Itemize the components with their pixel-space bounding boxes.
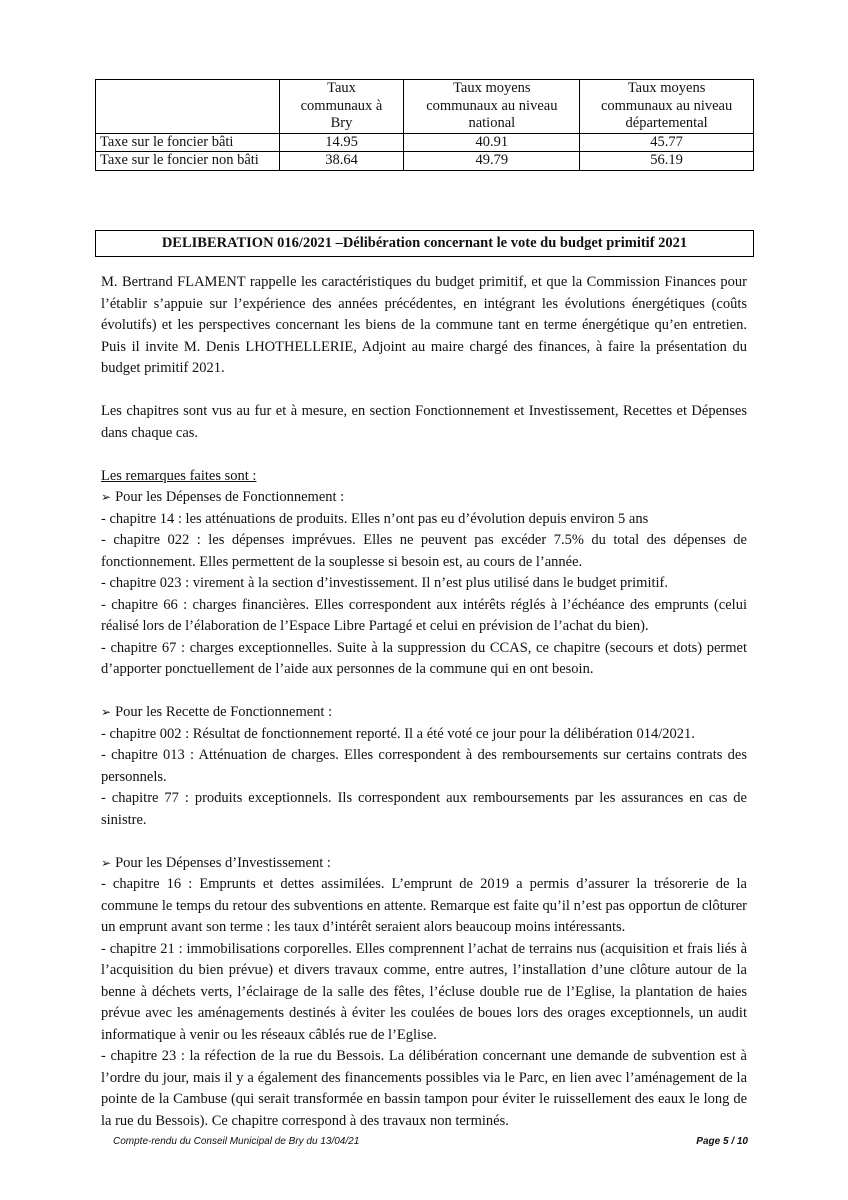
- table-cell: 56.19: [580, 152, 754, 171]
- list-item: - chapitre 66 : charges financières. Elles correspondent aux intérêts réglés à l’échéance des emprunts (celui réalisé lors de l’élaboration de l’Espace Libre Partagé et celui en prévision de l’achat du bien).: [101, 596, 747, 634]
- table-cell-label: Taxe sur le foncier non bâti: [96, 152, 280, 171]
- arrow-bullet-icon: ➢: [101, 855, 112, 870]
- document-body: [101, 272, 747, 1132]
- list-item: - chapitre 013 : Atténuation de charges. Elles correspondent à des remboursements sur certains contrats des personnels.: [101, 747, 747, 785]
- deliberation-title: DELIBERATION 016/2021 –Délibération concernant le vote du budget primitif 2021: [95, 230, 754, 257]
- chapitres-paragraph: Les chapitres sont vus au fur et à mesure, en section Fonctionnement et Investissement, Recettes et Dépenses dans chaque cas.: [101, 403, 747, 441]
- list-item: - chapitre 67 : charges exceptionnelles. Suite à la suppression du CCAS, ce chapitre (secours et dots) permet d’apporter ponctuellement de l’aide aux personnes de la commune qui en ont besoin.: [101, 639, 747, 677]
- section-heading: ➢ Pour les Dépenses d’Investissement :: [101, 854, 331, 871]
- table-cell-label: Taxe sur le foncier bâti: [96, 133, 280, 152]
- table-header-cell: Taux moyens communaux au niveau national: [404, 80, 580, 134]
- table-row: [96, 133, 754, 152]
- table-cell: 14.95: [279, 133, 404, 152]
- table-cell: 40.91: [404, 133, 580, 152]
- list-item: - chapitre 023 : virement à la section d’investissement. Il n’est plus utilisé dans le budget primitif.: [101, 575, 668, 591]
- intro-paragraph: M. Bertrand FLAMENT rappelle les caractéristiques du budget primitif, et que la Commission Finances pour l’établir s’appuie sur l’expérience des années précédentes, en intégrant les évolutions énergétiques (coûts évolutifs) et les perspectives concernant les biens de la commune tant en terme énergétique qu’en entretien. Puis il invite M. Denis LHOTHELLERIE, Adjoint au maire chargé des finances, à faire la présentation du budget primitif 2021.: [101, 274, 747, 376]
- list-item: - chapitre 022 : les dépenses imprévues. Elles ne peuvent pas excéder 7.5% du total des dépenses de fonctionnement. Elles permettent de la souplesse si besoin est, au cours de l’année.: [101, 532, 747, 570]
- table-header-cell: Taux communaux à Bry: [279, 80, 404, 134]
- table-cell: 49.79: [404, 152, 580, 171]
- list-item: - chapitre 16 : Emprunts et dettes assimilées. L’emprunt de 2019 a permis d’assurer la trésorerie de la commune le temps du retour des subventions en attente. Remarque est faite qu’il n’est pas opportun de clôturer un emprunt avant son terme : les taux d’intérêt seraient alors beaucoup moins intéressants.: [101, 876, 747, 935]
- table-header-cell: [96, 80, 280, 134]
- list-item: - chapitre 14 : les atténuations de produits. Elles n’ont pas eu d’évolution depuis environ 5 ans: [101, 510, 649, 527]
- table-header-cell: Taux moyens communaux au niveau départemental: [580, 80, 754, 134]
- remarques-heading: Les remarques faites sont :: [101, 467, 257, 484]
- arrow-bullet-icon: ➢: [101, 705, 112, 719]
- section-heading: ➢ Pour les Recette de Fonctionnement :: [101, 704, 333, 720]
- list-item: - chapitre 002 : Résultat de fonctionnement reporté. Il a été voté ce jour pour la délibération 014/2021.: [101, 725, 695, 742]
- page-number: Page 5 / 10: [696, 1136, 748, 1147]
- table-header-row: [96, 80, 754, 134]
- table-row: [96, 152, 754, 171]
- tax-rates-table: [95, 79, 754, 171]
- arrow-bullet-icon: ➢: [101, 490, 112, 504]
- list-item: - chapitre 23 : la réfection de la rue du Bessois. La délibération concernant une demande de subvention est à l’ordre du jour, mais il y a également des financements possibles via le Parc, en lien avec l’aménagement de la pointe de la Cambuse (qui serait transformée en bassin tampon pour éviter le ruissellement des eaux le long de la rue du Bessois). Ce chapitre correspond à des travaux non terminés.: [101, 1048, 747, 1129]
- list-item: - chapitre 77 : produits exceptionnels. Ils correspondent aux remboursements par les assurances en cas de sinistre.: [101, 790, 747, 828]
- table-cell: 45.77: [580, 133, 754, 152]
- list-item: - chapitre 21 : immobilisations corporelles. Elles comprennent l’achat de terrains nus (acquisition et frais liés à l’acquisition du bien prévue) et divers travaux comme, entre autres, l’installation d’une clôture autour de la benne à déchets verts, l’éclairage de la salle des fêtes, l’écluse double rue de l’Eglise, la plantation de haies prévue avec les aménagements destinés à éviter les coulées de boues lors des orages exceptionnels, un audit informatique à venir ou les réseaux câblés rue de l’Eglise.: [101, 940, 747, 1043]
- footer-title: Compte-rendu du Conseil Municipal de Bry du 13/04/21: [113, 1136, 360, 1147]
- section-heading: ➢ Pour les Dépenses de Fonctionnement :: [101, 489, 345, 505]
- table-cell: 38.64: [279, 152, 404, 171]
